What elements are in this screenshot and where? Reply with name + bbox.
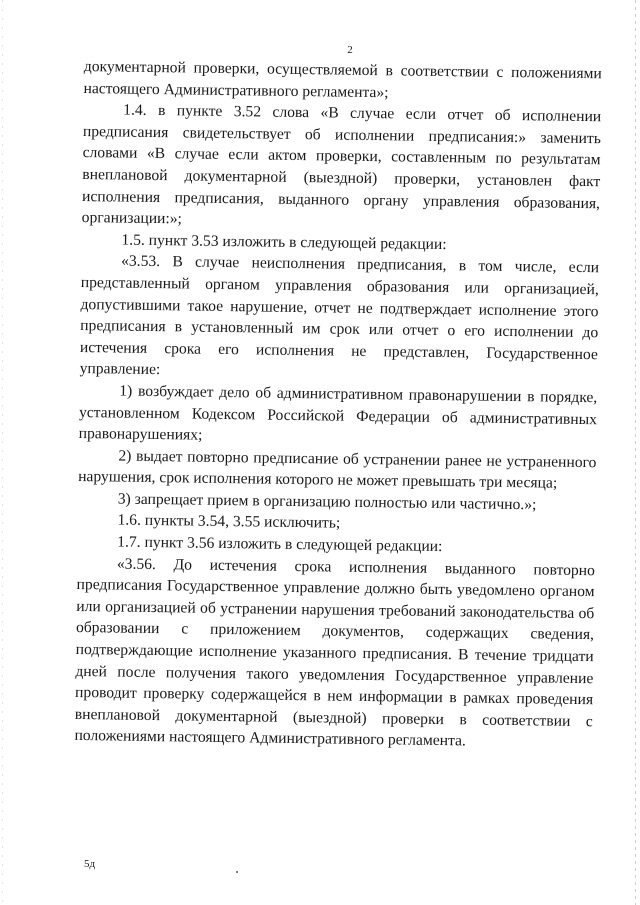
scan-edge-left [2, 0, 3, 905]
paragraph-item-1-6: 1.6. пункты 3.54, 3.55 исключить; [117, 511, 341, 533]
paragraph-continuation: документарной проверки, осуществляемой в соответствии с положениями настоящего Административного регламента»; [83, 57, 602, 101]
paragraph-item-1-7: 1.7. пункт 3.56 изложить в следующей редакции: [117, 533, 443, 556]
paragraph-subitem-1: 1) возбуждает дело об административном правонарушении в порядке, установленном Кодексом Российской Федерации об административных правонарушениях; [78, 382, 598, 444]
paragraph-item-1-4: 1.4. в пункте 3.52 слова «В случае если отчет об исполнении предписания свидетельствует об исполнении предписания:» заменить словами «В случае если актом проверки, составленным по результатам внеплановой документарной (выездной) проверки, установлен факт исполнения предписания, выданного органу управления образования, организации:»; [81, 101, 602, 228]
paragraph-clause-3-53: «3.53. В случае неисполнения предписания, в том числе, если представленный органом управления образования или организацией, допустившими такое нарушение, отчет не подтверждает исполнение этого предписания в установленный им срок или отчет о его исполнении до истечения срока его исполнения не представлен, Государственное управление: [79, 252, 600, 379]
scan-speck [236, 871, 238, 873]
paragraph-subitem-2: 2) выдает повторно предписание об устранении ранее не устраненного нарушения, срок исполнения которого не может превышать три месяца; [78, 447, 597, 492]
scan-edge-right [635, 0, 636, 905]
paragraph-item-1-5: 1.5. пункт 3.53 изложить в следующей редакции: [121, 231, 447, 253]
footer-mark: 5д [84, 858, 96, 870]
document-body [74, 56, 602, 754]
page-number: 2 [347, 44, 353, 56]
paragraph-subitem-3: 3) запрещает прием в организацию полностью или частично.»; [117, 490, 537, 514]
paragraph-clause-3-56: «3.56. До истечения срока исполнения выданного повторно предписания Государственное управление должно быть уведомлено органом или организацией об устранении нарушения требований законодательства об образовании с приложением документов, содержащих сведения, подтверждающие исполнение указанного предписания. В течение тридцати дней после получения такого уведомления Государственное управление проводит проверку содержащейся в нем информации в рамках проведения внеплановой документарной (выездной) проверки в соответствии с положениями настоящего Административного регламента. [74, 555, 595, 750]
